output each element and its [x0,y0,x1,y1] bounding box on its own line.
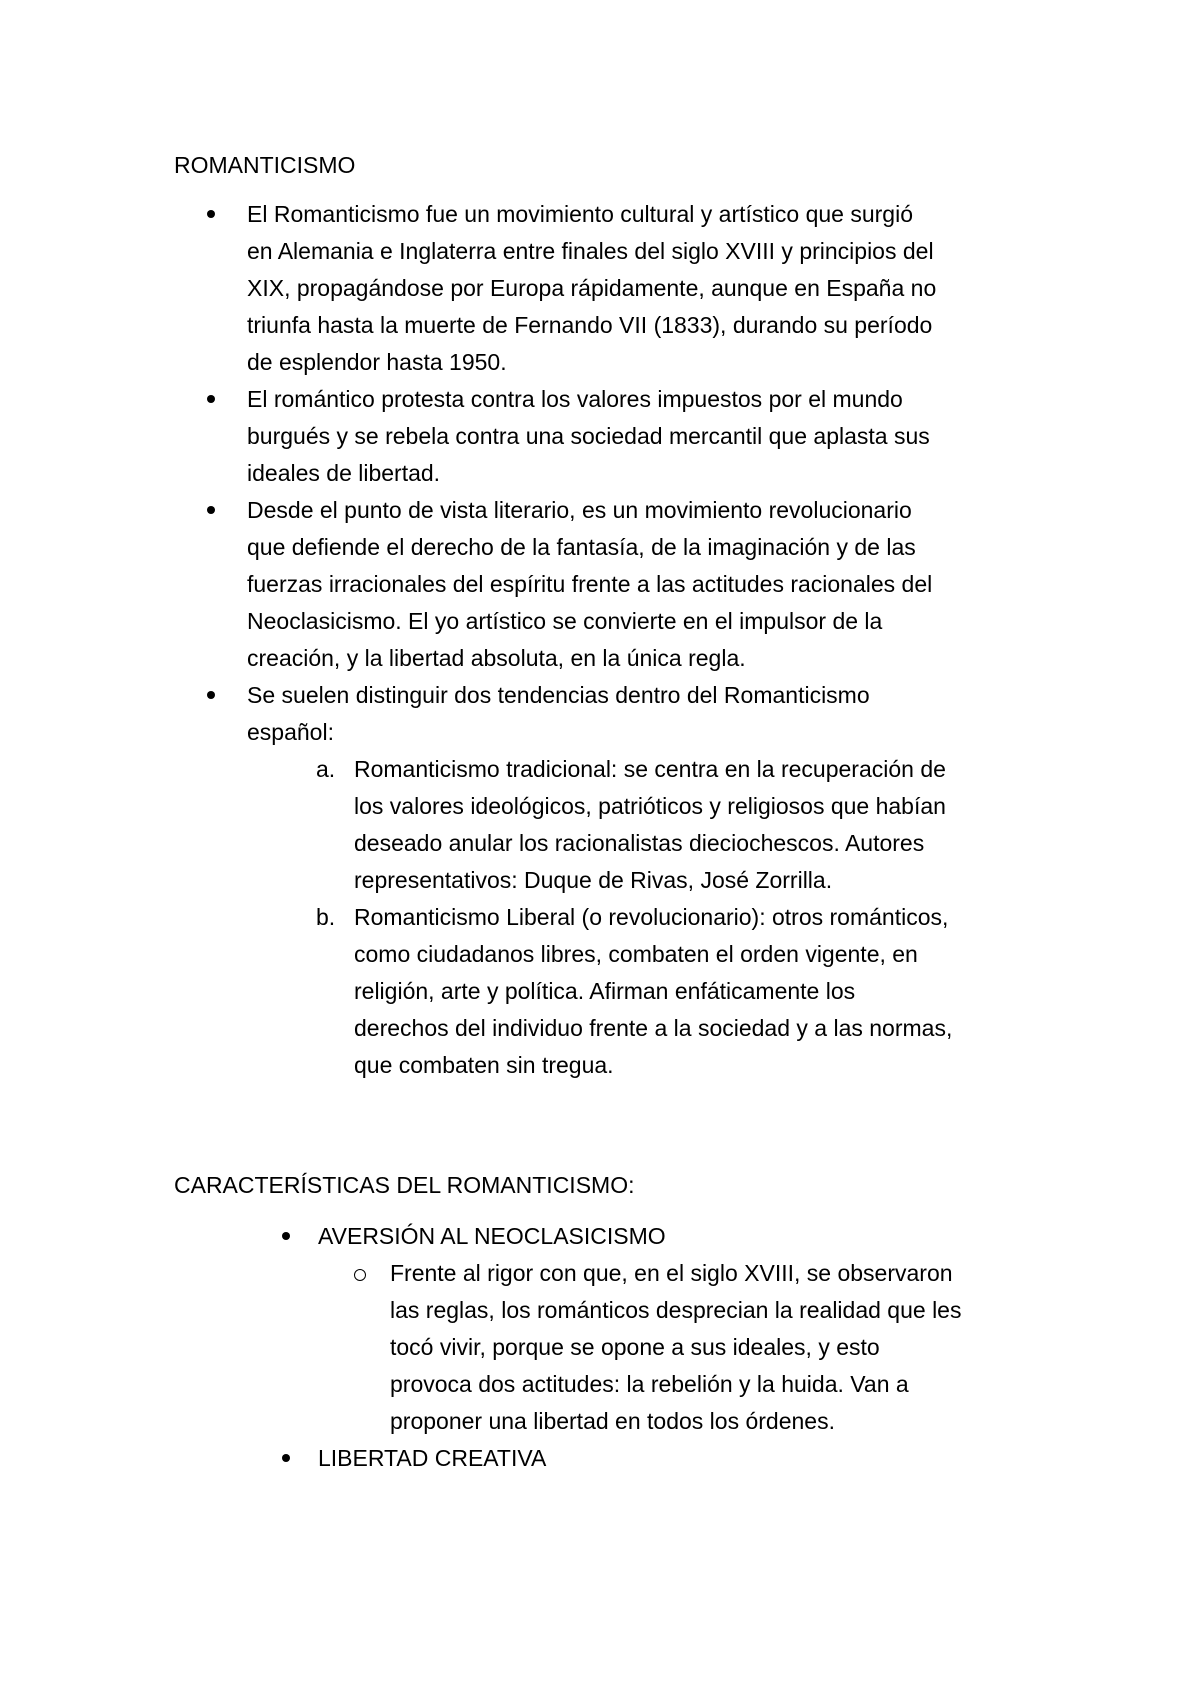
bullet-dot-icon [207,395,215,403]
text-line: que combaten sin tregua. [354,1052,614,1078]
text-line: El romántico protesta contra los valores impuestos por el mundo [247,386,903,412]
text-line: representativos: Duque de Rivas, José Zorrilla. [354,867,833,893]
text-line: El Romanticismo fue un movimiento cultural y artístico que surgió [247,201,914,227]
list-item [247,196,1077,381]
text-line: español: [247,719,334,745]
text-line: burgués y se rebela contra una sociedad mercantil que aplasta sus [247,423,930,449]
caracteristicas-bullet-list [318,1218,1078,1477]
text-line: Frente al rigor con que, en el siglo XVIII, se observaron [390,1260,953,1286]
text-line: Desde el punto de vista literario, es un movimiento revolucionario [247,497,912,523]
text-line: fuerzas irracionales del espíritu frente a las actitudes racionales del [247,571,933,597]
text-line: en Alemania e Inglaterra entre finales del siglo XVIII y principios del [247,238,934,264]
text-line: proponer una libertad en todos los órdenes. [390,1408,835,1434]
text-line: Se suelen distinguir dos tendencias dentro del Romanticismo [247,682,870,708]
list-marker: a. [316,756,336,782]
text-line: como ciudadanos libres, combaten el orden vigente, en [354,941,918,967]
romanticismo-bullet-list [247,196,1077,1084]
list-item [318,1218,1078,1440]
text-line: deseado anular los racionalistas dieciochescos. Autores [354,830,925,856]
list-item [316,899,1077,1084]
text-line: las reglas, los románticos desprecian la realidad que les [390,1297,962,1323]
text-line: los valores ideológicos, patrióticos y religiosos que habían [354,793,946,819]
text-line: Romanticismo tradicional: se centra en la recuperación de [354,756,946,782]
text-line: de esplendor hasta 1950. [247,349,507,375]
aversion-sublist [390,1255,1078,1440]
characteristic-label: AVERSIÓN AL NEOCLASICISMO [318,1223,666,1249]
text-line: derechos del individuo frente a la sociedad y a las normas, [354,1015,953,1041]
text-line: XIX, propagándose por Europa rápidamente, aunque en España no [247,275,937,301]
list-item [318,1440,1078,1477]
bullet-dot-icon [282,1454,290,1462]
text-line: triunfa hasta la muerte de Fernando VII (1833), durando su período [247,312,933,338]
tendencias-sublist [316,751,1077,1084]
characteristic-label: LIBERTAD CREATIVA [318,1445,547,1471]
list-item [390,1255,1078,1440]
text-line: creación, y la libertad absoluta, en la única regla. [247,645,746,671]
bullet-dot-icon [207,506,215,514]
hollow-circle-bullet-icon [354,1269,366,1281]
list-item [247,492,1077,677]
text-line: religión, arte y política. Afirman enfáticamente los [354,978,856,1004]
list-marker: b. [316,904,336,930]
section-title-caracteristicas: CARACTERÍSTICAS DEL ROMANTICISMO: [174,1172,635,1198]
bullet-dot-icon [282,1232,290,1240]
text-line: ideales de libertad. [247,460,441,486]
list-item [247,381,1077,492]
bullet-dot-icon [207,210,215,218]
text-line: que defiende el derecho de la fantasía, de la imaginación y de las [247,534,916,560]
section-title-romanticismo: ROMANTICISMO [174,152,356,178]
text-line: provoca dos actitudes: la rebelión y la huida. Van a [390,1371,909,1397]
text-line: tocó vivir, porque se opone a sus ideales, y esto [390,1334,880,1360]
list-item [247,677,1077,1084]
list-item [316,751,1077,899]
bullet-dot-icon [207,691,215,699]
text-line: Romanticismo Liberal (o revolucionario): otros románticos, [354,904,949,930]
text-line: Neoclasicismo. El yo artístico se convierte en el impulsor de la [247,608,883,634]
